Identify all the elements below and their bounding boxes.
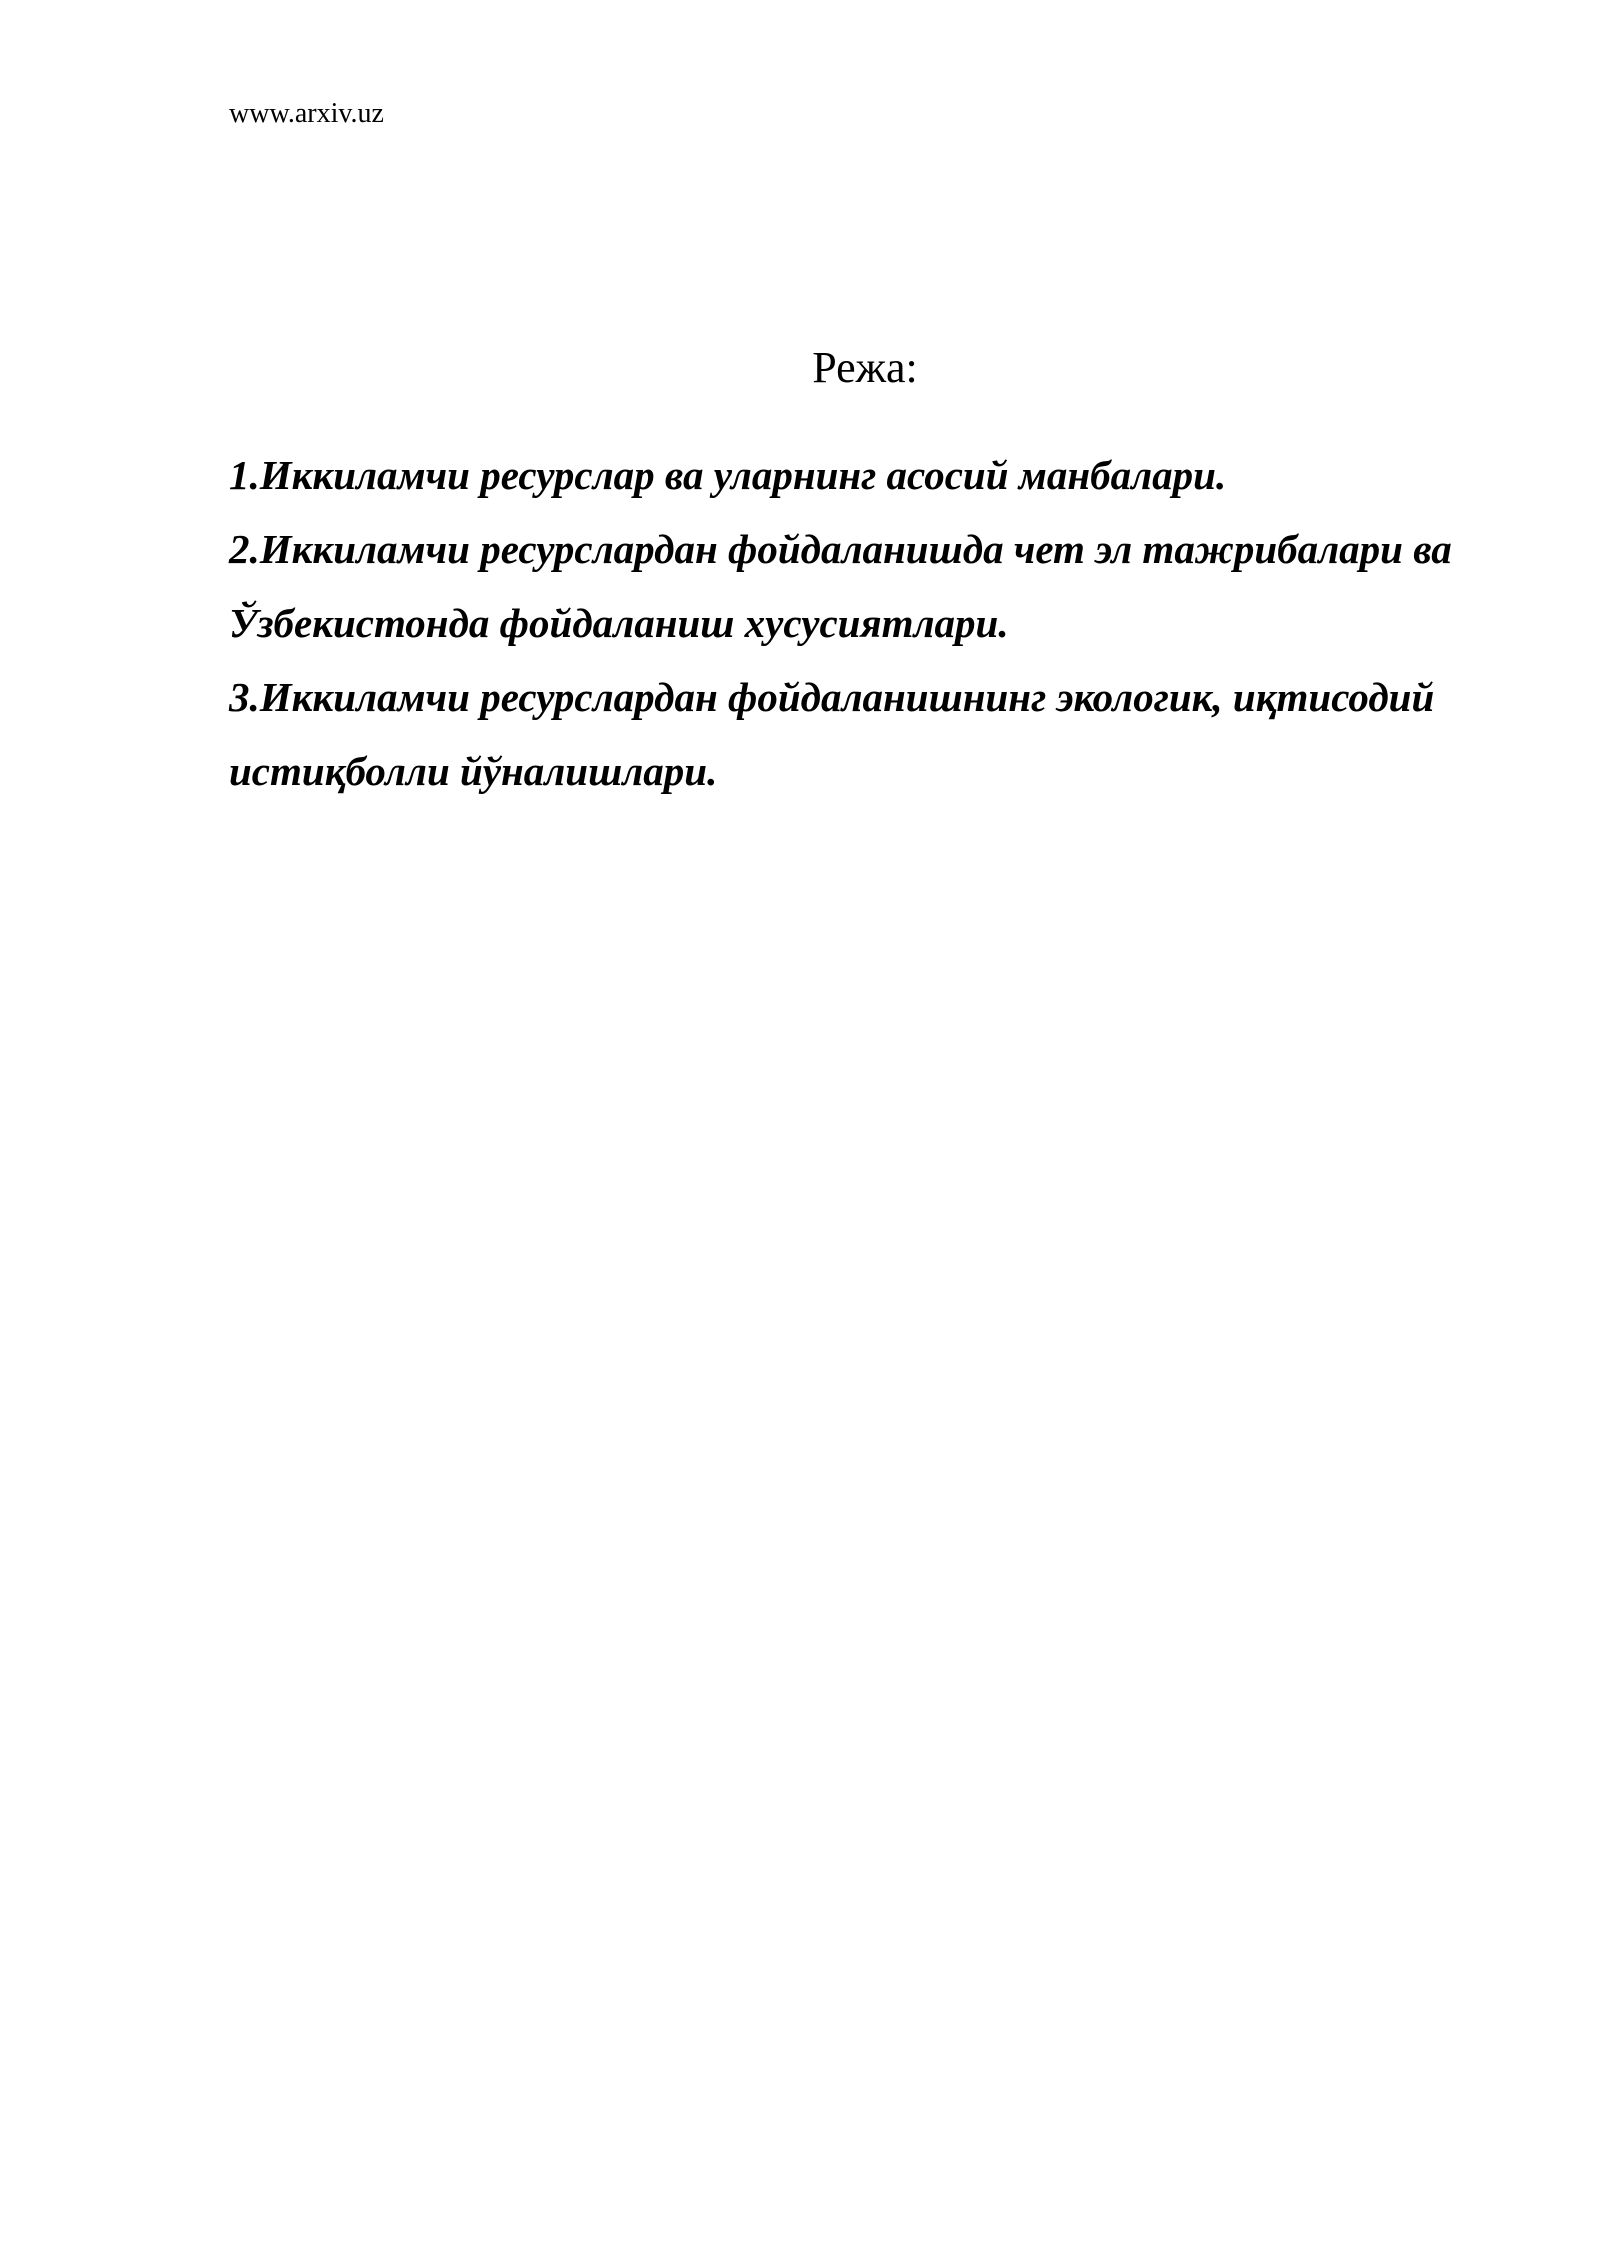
plan-item-3: 3.Иккиламчи ресурслардан фойдаланишнинг экологик, иқтисодий истиқболли йўналишлари. [229, 674, 1435, 794]
plan-title: Режа: [812, 343, 918, 392]
plan-item-2: 2.Иккиламчи ресурслардан фойдаланишда чет эл тажрибалари ва Ўзбекистонда фойдаланиш хусусиятлари. [229, 526, 1452, 646]
plan-item-1: 1.Иккиламчи ресурслар ва уларнинг асосий манбалари. [229, 452, 1227, 498]
site-url: www.arxiv.uz [229, 98, 384, 129]
plan-list [229, 438, 1529, 808]
